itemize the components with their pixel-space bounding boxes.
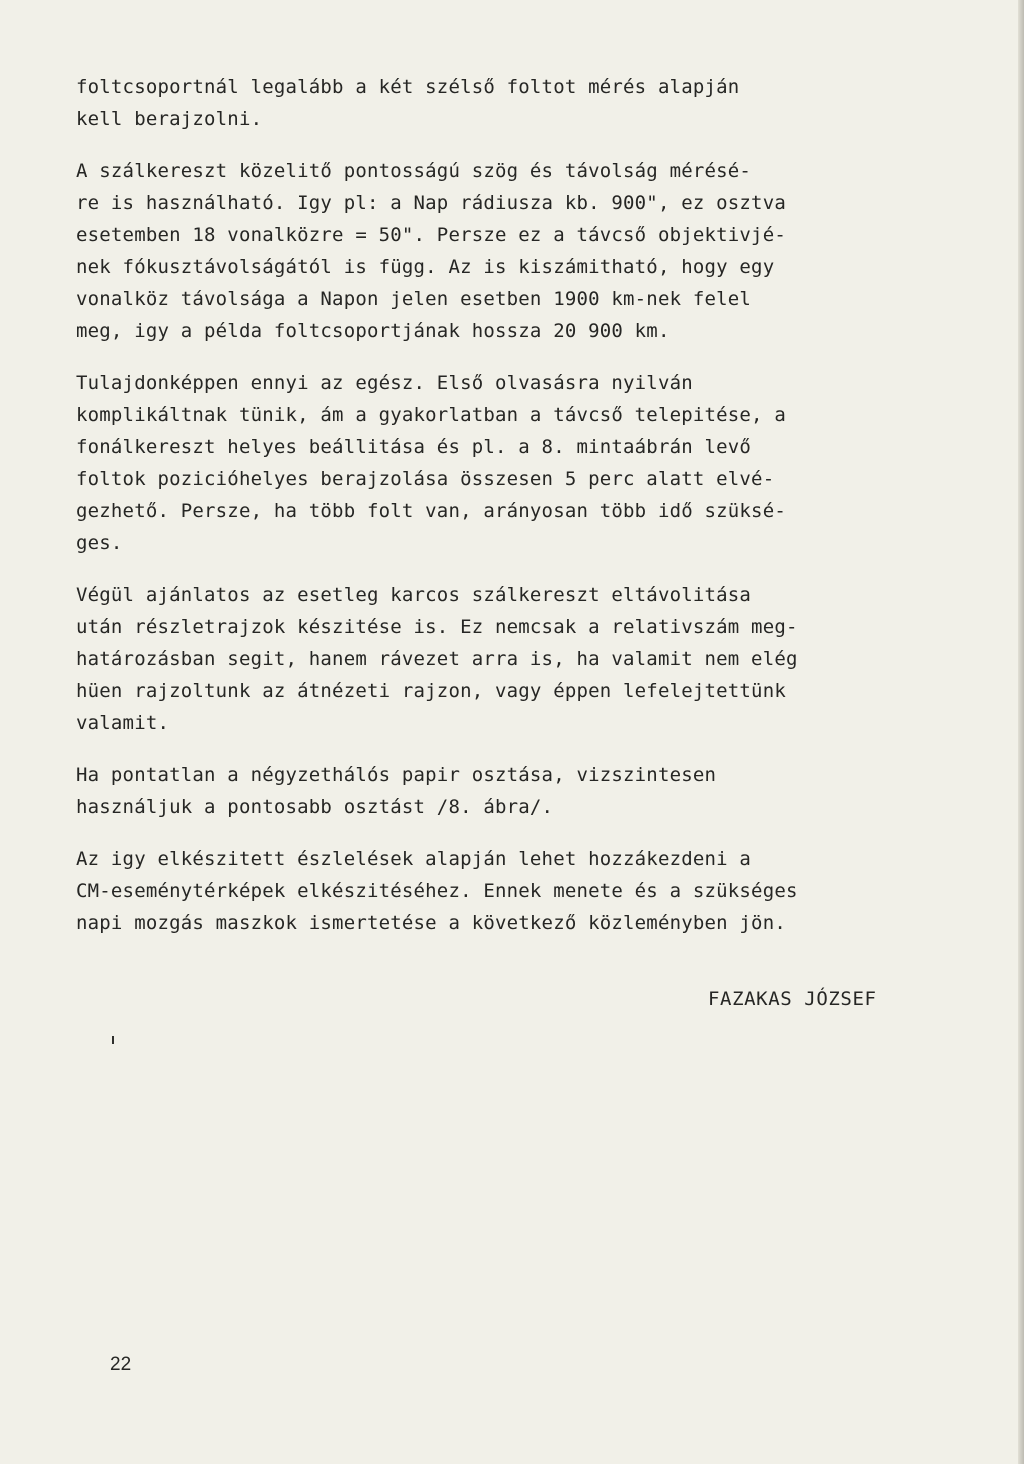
text-line: foltok pozicióhelyes berajzolása összesen 5 perc alatt elvé-	[76, 468, 775, 490]
page-number: 22	[110, 1354, 132, 1375]
text-line: kell berajzolni.	[76, 108, 263, 130]
page-edge-shadow	[1018, 0, 1024, 1464]
text-line: foltcsoportnál legalább a két szélső foltot mérés alapján	[76, 76, 740, 98]
text-line: határozásban segit, hanem rávezet arra is, ha valamit nem elég	[76, 648, 798, 670]
text-line: gezhető. Persze, ha több folt van, arányosan több idő szüksé-	[76, 500, 786, 522]
text-line: CM-eseménytérképek elkészitéséhez. Ennek menete és a szükséges	[76, 880, 798, 902]
text-line: vonalköz távolsága a Napon jelen esetben 1900 km-nek felel	[76, 288, 752, 310]
stray-mark	[112, 1036, 114, 1044]
text-line: valamit.	[76, 712, 170, 734]
text-line: használjuk a pontosabb osztást /8. ábra/.	[76, 796, 554, 818]
text-line: komplikáltnak tünik, ám a gyakorlatban a távcső telepitése, a	[76, 404, 786, 426]
text-line: hüen rajzoltunk az átnézeti rajzon, vagy éppen lefelejtettünk	[76, 680, 786, 702]
text-line: napi mozgás maszkok ismertetése a következő közleményben jön.	[76, 912, 786, 934]
text-line: Az igy elkészitett észlelések alapján lehet hozzákezdeni a	[76, 848, 752, 870]
text-line: fonálkereszt helyes beállitása és pl. a 8. mintaábrán levő	[76, 436, 752, 458]
author-signature: FAZAKAS JÓZSEF	[708, 988, 877, 1010]
text-line: esetemben 18 vonalközre = 50". Persze ez a távcső objektivjé-	[76, 224, 786, 246]
text-line: A szálkereszt közelitő pontosságú szög és távolság mérésé-	[76, 160, 752, 182]
text-line: re is használható. Igy pl: a Nap rádiusza kb. 900", ez osztva	[76, 192, 786, 214]
text-line: Ha pontatlan a négyzethálós papir osztása, vizszintesen	[76, 764, 717, 786]
text-line: Tulajdonképpen ennyi az egész. Első olvasásra nyilván	[76, 372, 693, 394]
text-line: meg, igy a példa foltcsoportjának hossza 20 900 km.	[76, 320, 670, 342]
text-line: ges.	[76, 532, 123, 554]
text-line: Végül ajánlatos az esetleg karcos szálkereszt eltávolitása	[76, 584, 752, 606]
text-line: után részletrajzok készitése is. Ez nemcsak a relativszám meg-	[76, 616, 798, 638]
text-line: nek fókusztávolságától is függ. Az is kiszámitható, hogy egy	[76, 256, 775, 278]
